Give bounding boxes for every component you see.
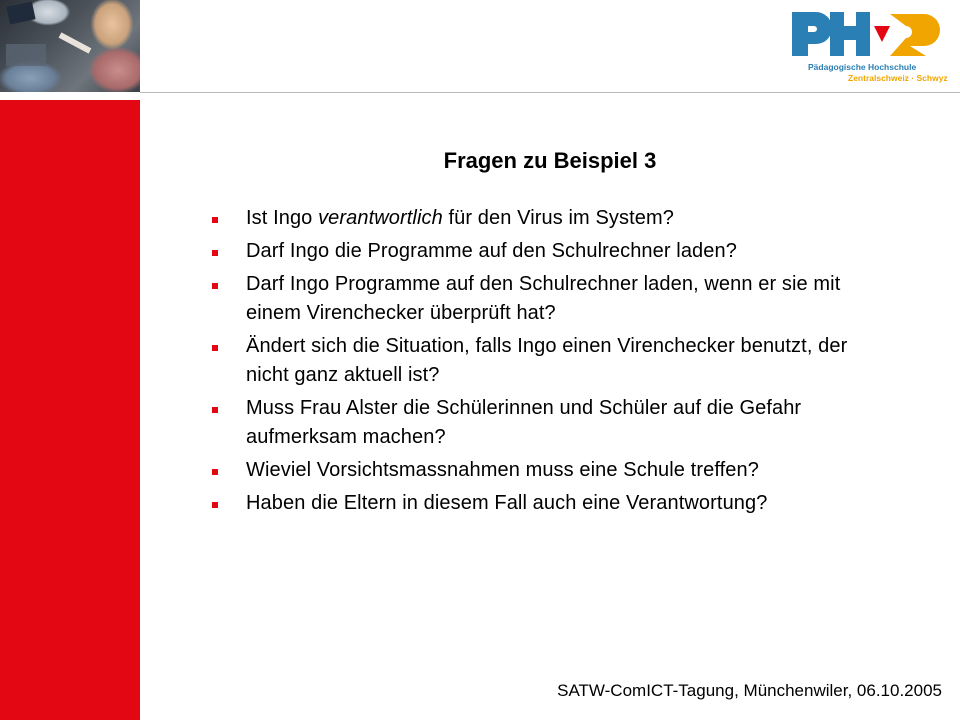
bullet-item — [212, 489, 892, 518]
header-divider — [140, 92, 960, 93]
bullet-text: Ändert sich die Situation, falls Ingo einen Virenchecker benutzt, der nicht ganz aktuell ist? — [246, 335, 848, 386]
bullet-item — [212, 237, 892, 266]
bullet-text: Muss Frau Alster die Schülerinnen und Schüler auf die Gefahr aufmerksam machen? — [246, 397, 802, 448]
bullet-item — [212, 456, 892, 485]
bullet-square-icon — [212, 217, 218, 223]
bullet-square-icon — [212, 283, 218, 289]
bullet-text: Haben die Eltern in diesem Fall auch eine Verantwortung? — [246, 492, 768, 514]
bullet-square-icon — [212, 345, 218, 351]
header-photo — [0, 0, 140, 92]
bullet-emphasis: verantwortlich — [318, 207, 443, 229]
bullet-square-icon — [212, 502, 218, 508]
bullet-item — [212, 332, 892, 390]
bullet-item — [212, 204, 892, 233]
logo-caption — [808, 62, 948, 84]
bullet-item — [212, 270, 892, 328]
bullet-text: Darf Ingo die Programme auf den Schulrechner laden? — [246, 240, 737, 262]
bullet-text: Ist Ingo — [246, 207, 319, 229]
bullet-square-icon — [212, 469, 218, 475]
left-red-bar — [0, 100, 140, 720]
bullet-item — [212, 394, 892, 452]
bullet-text: Darf Ingo Programme auf den Schulrechner laden, wenn er sie mit einem Virenchecker überprüft hat? — [246, 273, 841, 324]
bullet-text-after: für den Virus im System? — [442, 207, 674, 229]
bullet-square-icon — [212, 407, 218, 413]
bullet-list — [212, 204, 892, 522]
slide-title: Fragen zu Beispiel 3 — [443, 148, 657, 173]
bullet-square-icon — [212, 250, 218, 256]
logo-line-2: Zentralschweiz · Schwyz — [848, 73, 948, 83]
bullet-text: Wieviel Vorsichtsmassnahmen muss eine Schule treffen? — [246, 459, 759, 481]
logo-line-1: Pädagogische Hochschule — [808, 62, 917, 72]
footer-text: SATW-ComICT-Tagung, Münchenwiler, 06.10.2005 — [557, 681, 942, 700]
